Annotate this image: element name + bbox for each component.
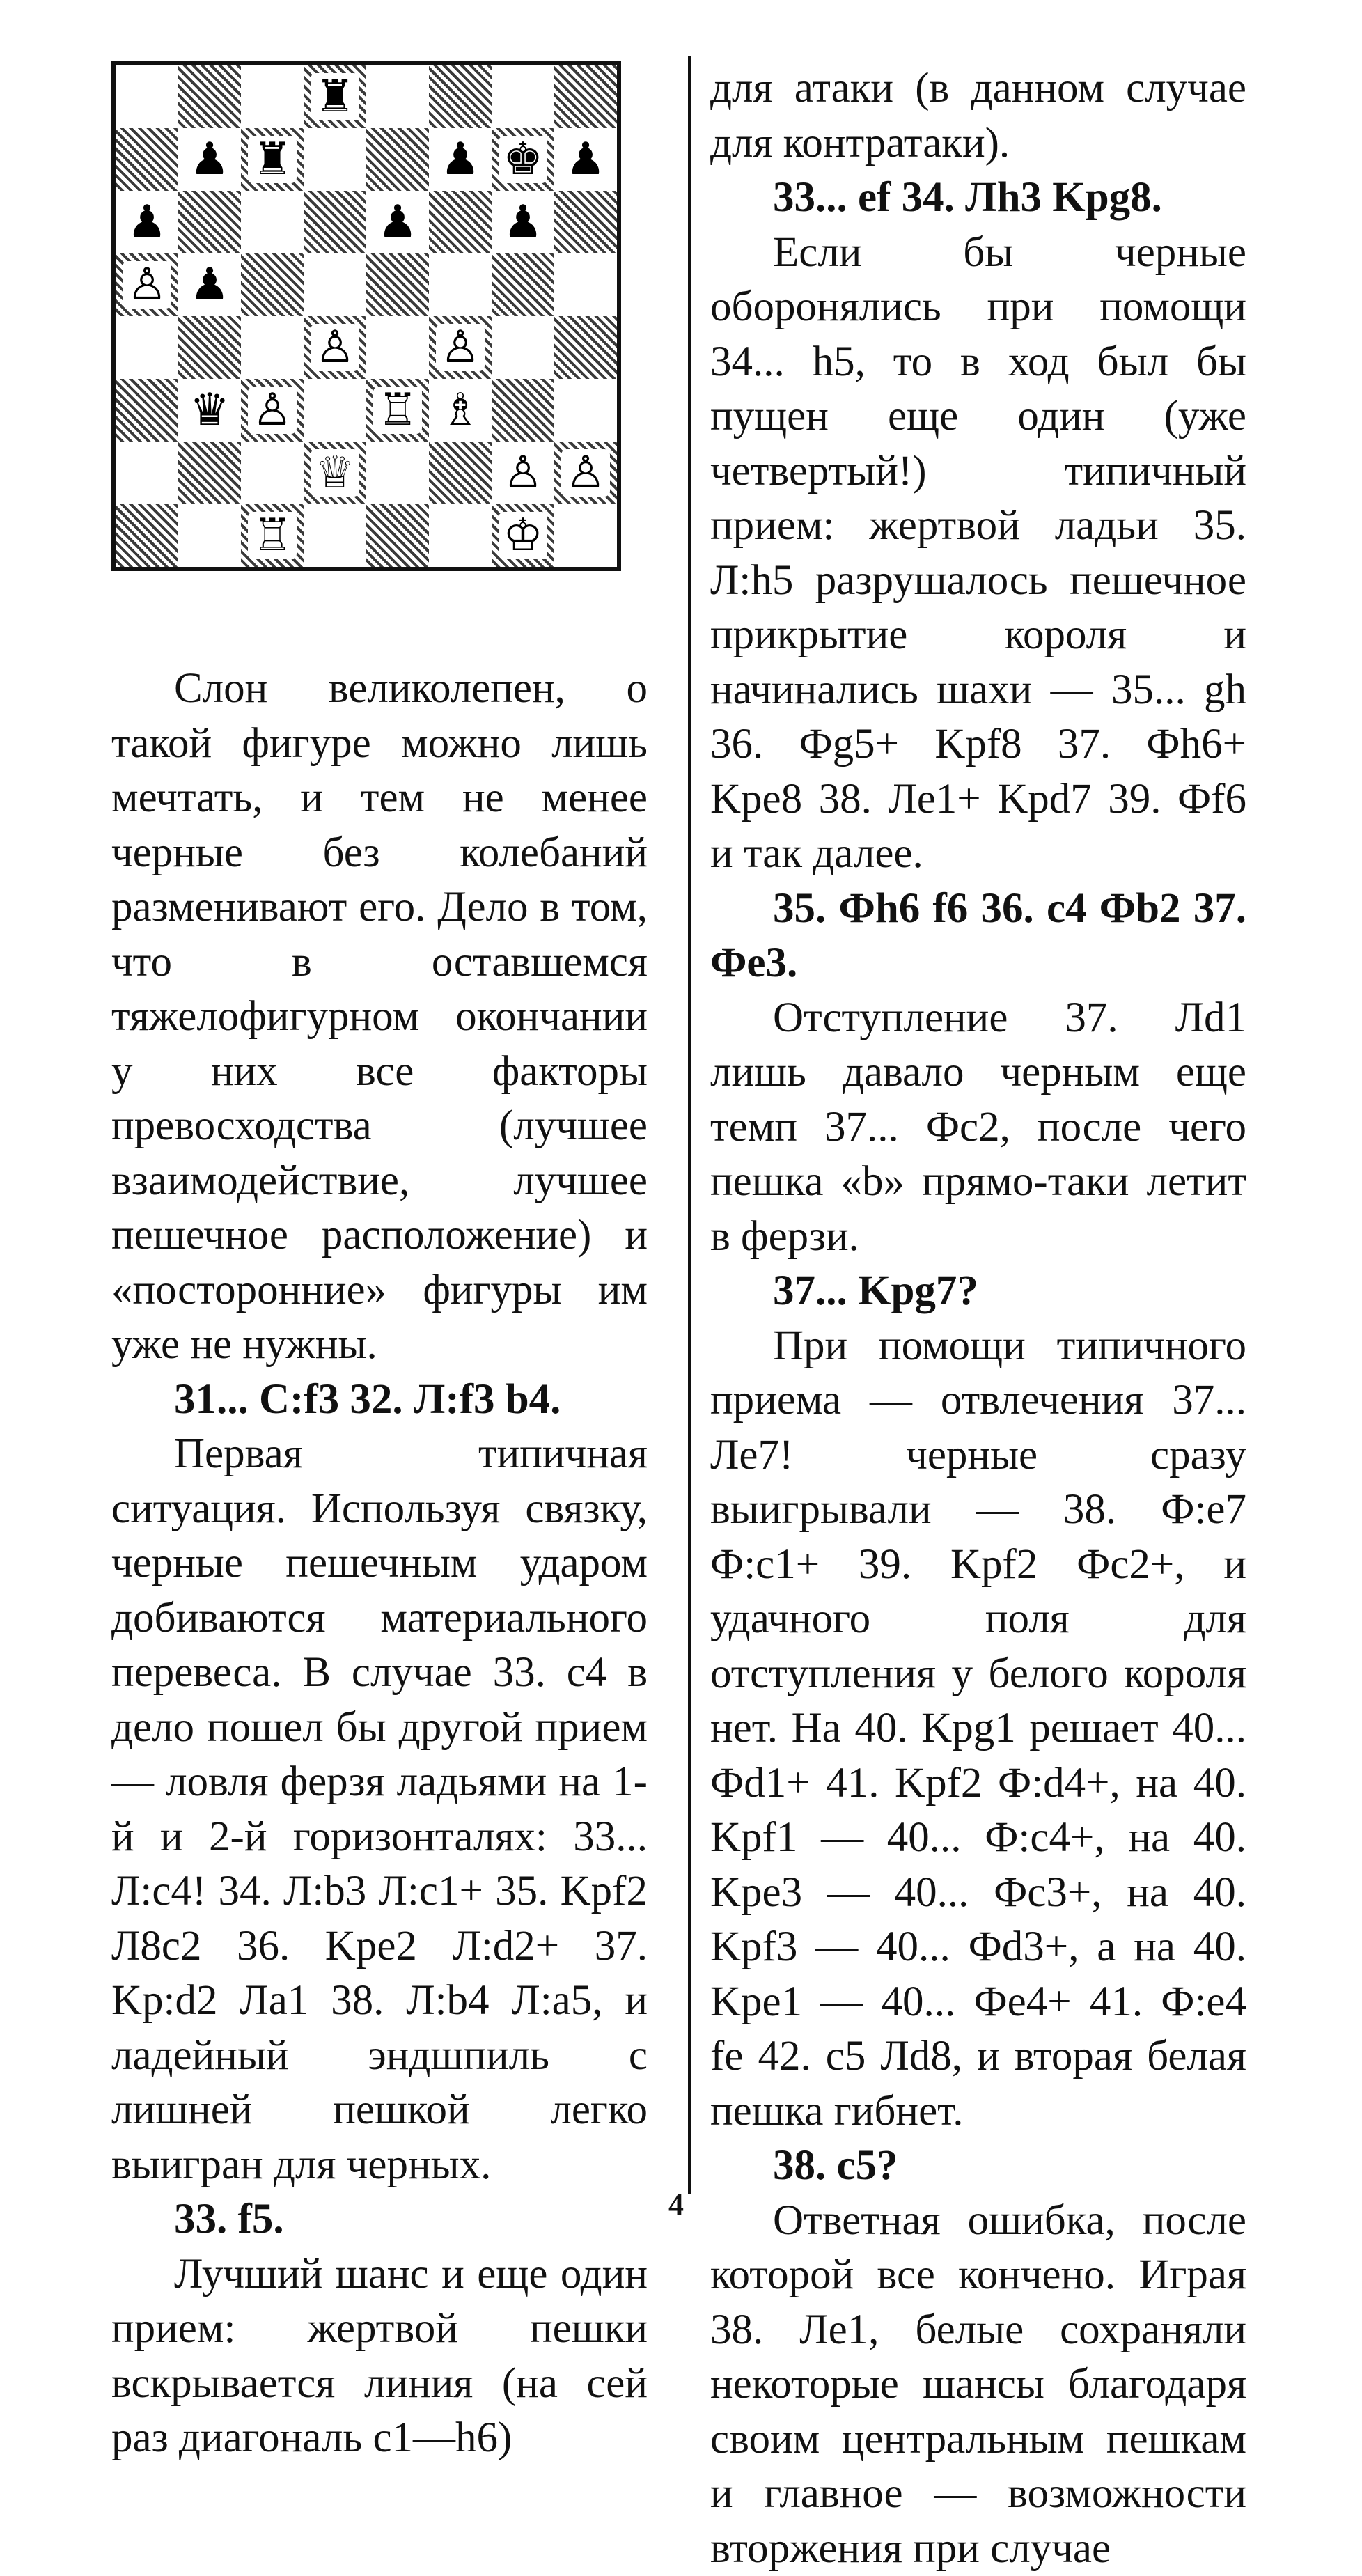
- square-e7: [366, 128, 429, 191]
- chess-piece: ♟: [185, 261, 233, 309]
- square-e1: [366, 504, 429, 567]
- square-e4: [366, 316, 429, 379]
- square-h5: [554, 253, 617, 316]
- square-a8: [116, 65, 178, 128]
- square-f8: [429, 65, 492, 128]
- square-h7: [554, 128, 617, 191]
- square-b6: [178, 191, 241, 253]
- square-c3: [241, 379, 304, 442]
- chess-piece: ♜: [311, 73, 359, 120]
- square-g8: [492, 65, 554, 128]
- square-e5: [366, 253, 429, 316]
- paragraph: При помощи типичного приема — отвлечения 37... Лe7! черные сразу выигрывали — 38. Ф:e7 Ф:c1+ 39. Kpf2 Фc2+, и удачного поля для отступления у белого короля нет. На 40. Kpg1 решает 40... Фd1+ 41. Kpf2 Ф:d4+, на 40. Kpf1 — 40... Ф:c4+, на 40. Kpe3 — 40... Фc3+, на 40. Kpf3 — 40... Фd3+, а на 40. Kpe1 — 40... Фe4+ 41. Ф:e4 fe 42. c5 Лd8, и вторая белая пешка гибнет.: [710, 1319, 1246, 2139]
- square-g7: [492, 128, 554, 191]
- chess-diagram: [111, 61, 621, 571]
- chess-piece: ♟: [123, 198, 171, 246]
- square-a7: [116, 128, 178, 191]
- chess-piece: ♙: [123, 261, 171, 309]
- square-b3: [178, 379, 241, 442]
- page-number: 4: [668, 2187, 684, 2222]
- chess-piece: ♟: [373, 198, 421, 246]
- square-a3: [116, 379, 178, 442]
- paragraph: для атаки (в данном случае для контратаки).: [710, 61, 1246, 171]
- chess-piece: ♙: [248, 387, 296, 434]
- chess-piece: ♕: [311, 449, 359, 497]
- move-line: 38. c5?: [710, 2139, 1246, 2194]
- square-a5: [116, 253, 178, 316]
- square-c4: [241, 316, 304, 379]
- square-a2: [116, 442, 178, 504]
- chess-piece: ♟: [185, 136, 233, 183]
- chess-piece: ♙: [561, 449, 609, 497]
- square-c8: [241, 65, 304, 128]
- square-e6: [366, 191, 429, 253]
- square-e8: [366, 65, 429, 128]
- chess-piece: ♙: [436, 324, 484, 371]
- chess-piece: ♜: [248, 136, 296, 183]
- square-d2: [304, 442, 366, 504]
- square-f6: [429, 191, 492, 253]
- square-g4: [492, 316, 554, 379]
- square-d5: [304, 253, 366, 316]
- square-g6: [492, 191, 554, 253]
- square-c1: [241, 504, 304, 567]
- square-d7: [304, 128, 366, 191]
- column-divider: [688, 56, 691, 2194]
- square-g1: [492, 504, 554, 567]
- paragraph: Ответная ошибка, после которой все кончено. Играя 38. Лe1, белые сохраняли некоторые шансы благодаря своим центральным пешкам и главное — возможности вторжения при случае: [710, 2194, 1246, 2576]
- square-h8: [554, 65, 617, 128]
- right-column: [710, 61, 1246, 2576]
- square-f1: [429, 504, 492, 567]
- square-d8: [304, 65, 366, 128]
- square-d4: [304, 316, 366, 379]
- paragraph: Отступление 37. Лd1 лишь давало черным еще темп 37... Фc2, после чего пешка «b» прямо-таки летит в ферзи.: [710, 991, 1246, 1265]
- square-h2: [554, 442, 617, 504]
- move-line: 33... ef 34. Лh3 Kpg8.: [710, 171, 1246, 226]
- square-c6: [241, 191, 304, 253]
- square-e3: [366, 379, 429, 442]
- square-a6: [116, 191, 178, 253]
- square-f3: [429, 379, 492, 442]
- chess-piece: ♔: [499, 512, 547, 559]
- square-f2: [429, 442, 492, 504]
- square-h6: [554, 191, 617, 253]
- chess-piece: ♚: [499, 136, 547, 183]
- paragraph: Первая типичная ситуация. Используя связку, черные пешечным ударом добиваются материального перевеса. В случае 33. c4 в дело пошел бы другой прием — ловля ферзя ладьями на 1-й и 2-й горизонталях: 33... Л:c4! 34. Л:b3 Л:c1+ 35. Kpf2 Л8c2 36. Kpe2 Л:d2+ 37. Kp:d2 Лa1 38. Л:b4 Л:a5, и ладейный эндшпиль с лишней пешкой легко выигран для черных.: [111, 1427, 648, 2192]
- chess-piece: ♟: [499, 198, 547, 246]
- chess-piece: ♙: [311, 324, 359, 371]
- chess-piece: ♛: [185, 387, 233, 434]
- chess-piece: ♟: [561, 136, 609, 183]
- square-h3: [554, 379, 617, 442]
- square-g3: [492, 379, 554, 442]
- square-h4: [554, 316, 617, 379]
- move-line: 35. Фh6 f6 36. c4 Фb2 37. Фe3.: [710, 882, 1246, 991]
- square-a4: [116, 316, 178, 379]
- chess-piece: ♖: [373, 387, 421, 434]
- square-c5: [241, 253, 304, 316]
- square-b5: [178, 253, 241, 316]
- square-c7: [241, 128, 304, 191]
- square-d1: [304, 504, 366, 567]
- paragraph: Слон великолепен, о такой фигуре можно лишь мечтать, и тем не менее черные без колебаний разменивают его. Дело в том, что в оставшемся тяжелофигурном окончании у них все факторы превосходства (лучшее взаимодействие, лучшее пешечное расположение) и «посторонние» фигуры им уже не нужны.: [111, 662, 648, 1373]
- paragraph: Если бы черные оборонялись при помощи 34... h5, то в ход был бы пущен еще один (уже четвертый!) типичный прием: жертвой ладьи 35. Л:h5 разрушалось пешечное прикрытие короля и начинались шахи — 35... gh 36. Фg5+ Kpf8 37. Фh6+ Kpe8 38. Лe1+ Kpd7 39. Фf6 и так далее.: [710, 226, 1246, 882]
- square-h1: [554, 504, 617, 567]
- square-g2: [492, 442, 554, 504]
- square-a1: [116, 504, 178, 567]
- chess-piece: ♖: [248, 512, 296, 559]
- square-d3: [304, 379, 366, 442]
- chess-piece: ♗: [436, 387, 484, 434]
- square-f4: [429, 316, 492, 379]
- square-g5: [492, 253, 554, 316]
- square-f7: [429, 128, 492, 191]
- move-line: 31... С:f3 32. Л:f3 b4.: [111, 1373, 648, 1428]
- square-b8: [178, 65, 241, 128]
- square-d6: [304, 191, 366, 253]
- square-b7: [178, 128, 241, 191]
- square-c2: [241, 442, 304, 504]
- left-column: [111, 662, 648, 2466]
- square-b1: [178, 504, 241, 567]
- move-line: 33. f5.: [111, 2192, 648, 2247]
- chess-piece: ♟: [436, 136, 484, 183]
- chess-piece: ♙: [499, 449, 547, 497]
- move-line: 37... Kpg7?: [710, 1264, 1246, 1319]
- square-b4: [178, 316, 241, 379]
- square-f5: [429, 253, 492, 316]
- square-e2: [366, 442, 429, 504]
- square-b2: [178, 442, 241, 504]
- paragraph: Лучший шанс и еще один прием: жертвой пешки вскрывается линия (на сей раз диагональ c1—h6): [111, 2247, 648, 2466]
